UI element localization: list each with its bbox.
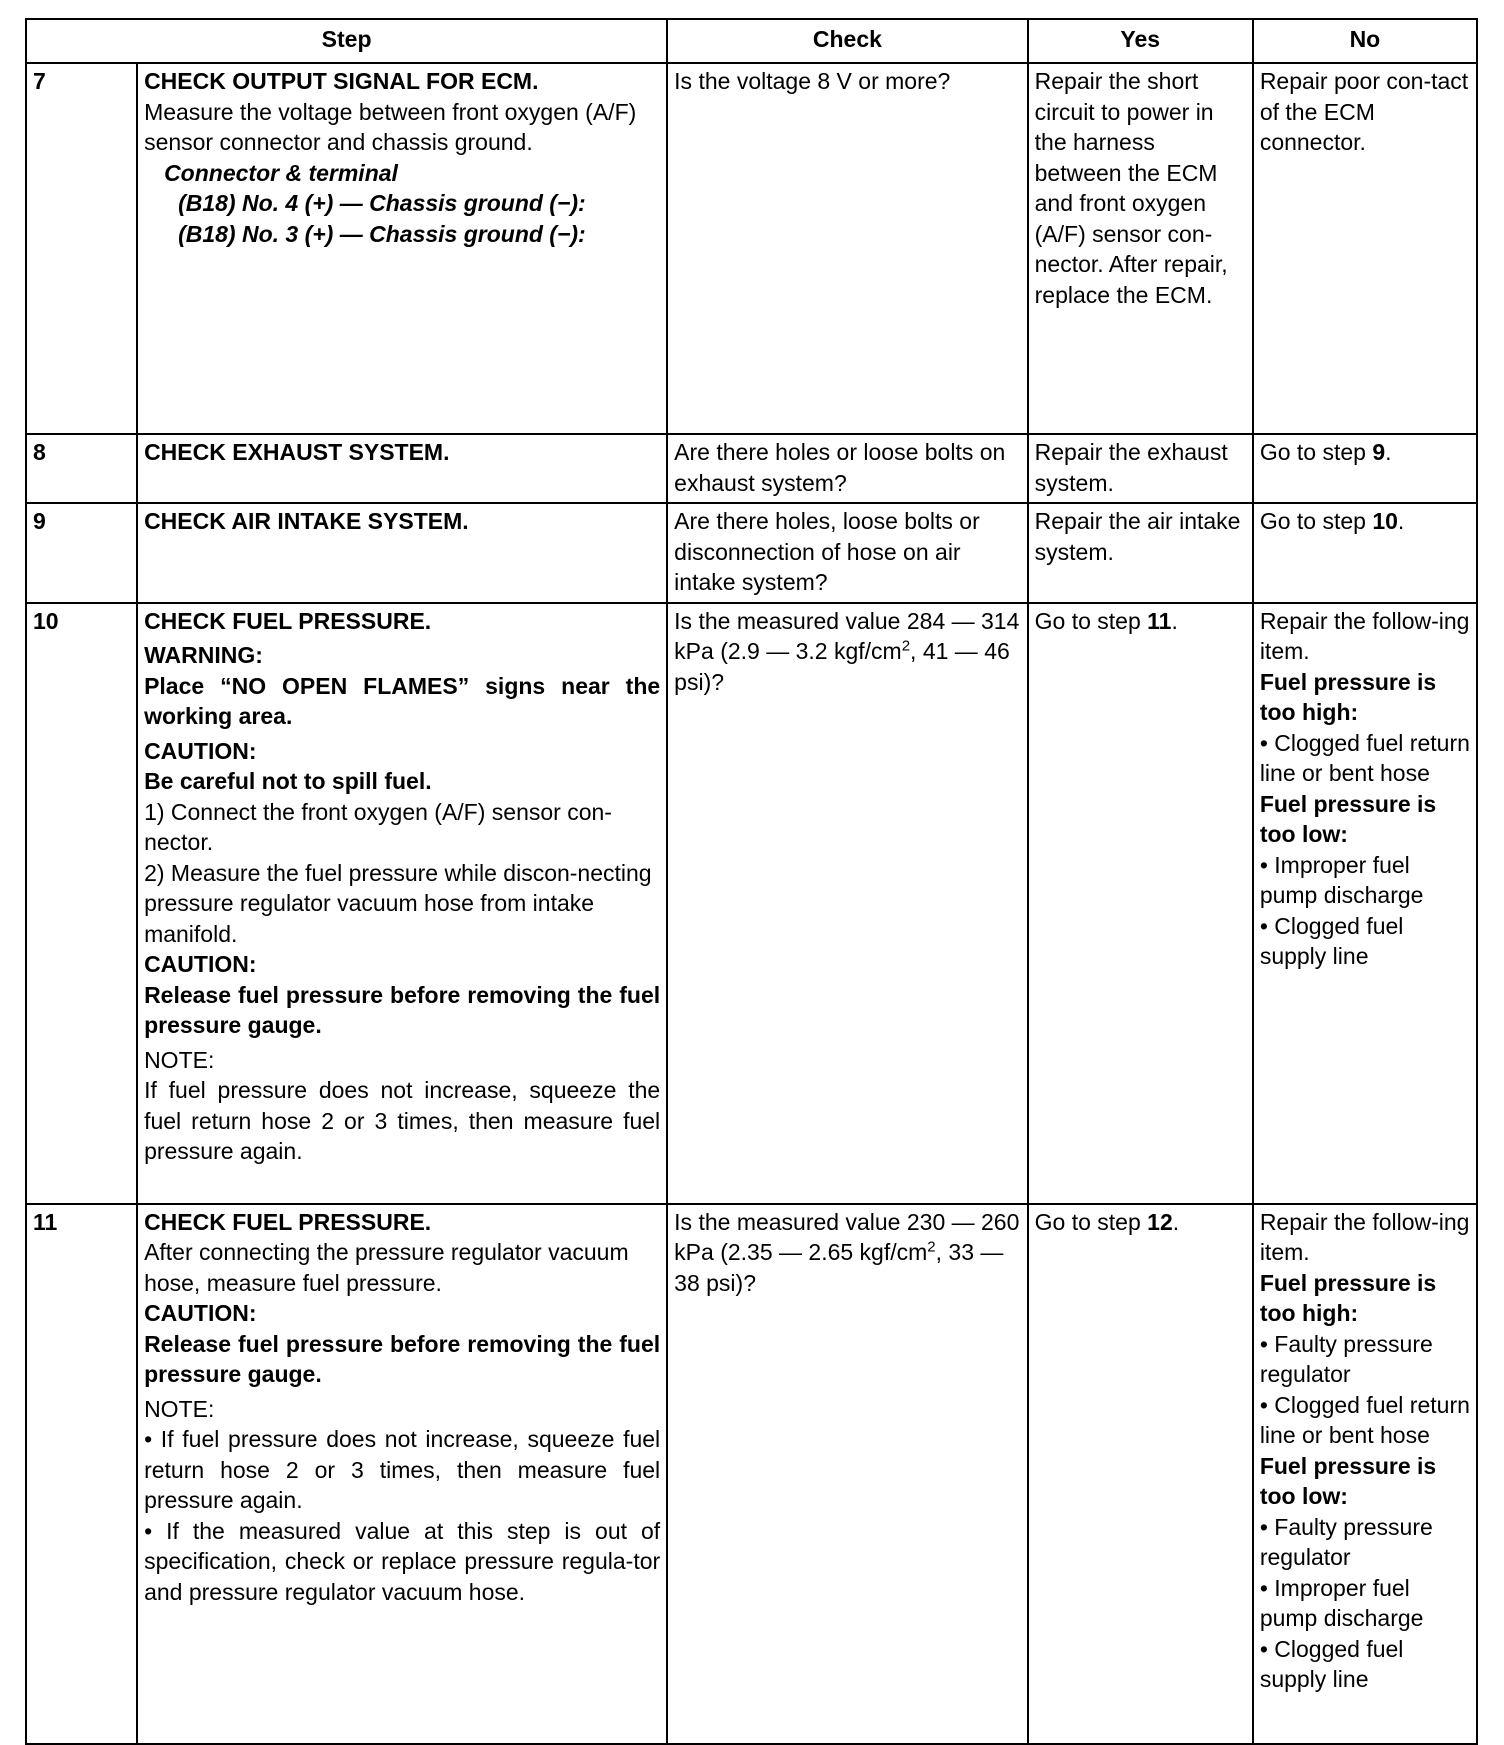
check-text: Is the measured value 284 — 314 kPa (2.9 — 3.2 kgf/cm: [674, 607, 1020, 664]
step-number: 11: [26, 1204, 137, 1744]
header-yes: Yes: [1028, 19, 1253, 63]
go-to-step-ref: 9: [1372, 439, 1386, 465]
note-label: NOTE:: [144, 1395, 215, 1422]
go-to-step-ref: 12: [1147, 1208, 1173, 1235]
step-cell: [137, 603, 667, 1204]
step-cell: [137, 434, 667, 503]
no-text: Go to step: [1259, 439, 1373, 465]
step-number: 9: [26, 503, 137, 603]
caution-text: Release fuel pressure before removing the fuel pressure gauge.: [144, 981, 661, 1038]
yes-text: Go to step: [1034, 1208, 1148, 1235]
list-item: • Clogged fuel supply line: [1260, 1634, 1470, 1695]
pressure-low-label: Fuel pressure is too low:: [1259, 790, 1437, 847]
no-text: Go to step: [1259, 508, 1373, 534]
no-cell: [1253, 603, 1477, 1204]
yes-cell: Repair the exhaust system.: [1028, 434, 1253, 503]
list-item: • Clogged fuel supply line: [1260, 911, 1470, 972]
check-text-end: , 33 — 38 psi)?: [674, 1239, 1004, 1296]
step-description: After connecting the pressure regulator vacuum hose, measure fuel pressure.: [144, 1239, 629, 1296]
yes-cell: Repair the short circuit to power in the harness between the ECM and front oxygen (A/F) sensor con-nector. After repair, replace the ECM.: [1028, 63, 1253, 434]
table-row: [26, 1204, 1477, 1744]
pressure-low-label: Fuel pressure is too low:: [1259, 1452, 1437, 1509]
check-cell: Are there holes or loose bolts on exhaust system?: [667, 434, 1027, 503]
note-label: NOTE:: [144, 1046, 215, 1073]
no-text-end: .: [1385, 439, 1392, 465]
list-item: • Improper fuel pump discharge: [1260, 850, 1470, 911]
superscript: 2: [901, 637, 911, 655]
step-title: CHECK FUEL PRESSURE.: [144, 1208, 432, 1235]
caution-label: CAUTION:: [144, 1300, 257, 1326]
caution-text: Be careful not to spill fuel.: [144, 768, 432, 794]
check-cell: [667, 603, 1027, 1204]
warning-text: Place “NO OPEN FLAMES” signs near the working area.: [144, 672, 661, 729]
table-row: [26, 503, 1477, 603]
pressure-high-label: Fuel pressure is too high:: [1259, 1269, 1437, 1326]
step-number: 8: [26, 434, 137, 503]
procedure-item: 1) Connect the front oxygen (A/F) sensor con-nector.: [144, 798, 612, 855]
check-text-end: , 41 — 46 psi)?: [674, 638, 1010, 695]
caution-label: CAUTION:: [144, 737, 257, 764]
yes-cell: Repair the air intake system.: [1028, 503, 1253, 603]
list-item: • Clogged fuel return line or bent hose: [1260, 728, 1470, 789]
no-cell: Repair poor con-tact of the ECM connector.: [1253, 63, 1477, 434]
list-item: • Improper fuel pump discharge: [1260, 1573, 1470, 1634]
header-row: [26, 19, 1477, 63]
step-cell: [137, 503, 667, 603]
check-cell: Is the voltage 8 V or more?: [667, 63, 1027, 434]
superscript: 2: [927, 1238, 936, 1256]
connector-label: Connector & terminal: [164, 159, 398, 186]
no-cell: [1253, 434, 1477, 503]
yes-text-end: .: [1171, 607, 1178, 634]
step-number: 10: [26, 603, 137, 1204]
step-title: CHECK EXHAUST SYSTEM.: [144, 439, 450, 465]
repair-intro: Repair the follow-ing item.: [1259, 1208, 1470, 1265]
table-row: [26, 603, 1477, 1204]
step-title: CHECK OUTPUT SIGNAL FOR ECM.: [144, 68, 539, 94]
list-item: • Faulty pressure regulator: [1260, 1329, 1470, 1390]
note-text: • If fuel pressure does not increase, squeeze fuel return hose 2 or 3 times, then measure fuel pressure again.: [144, 1426, 661, 1513]
yes-text: Go to step: [1034, 607, 1148, 634]
yes-text-end: .: [1172, 1208, 1180, 1235]
yes-cell: [1028, 1204, 1253, 1744]
pressure-high-label: Fuel pressure is too high:: [1259, 668, 1437, 725]
table-row: [26, 63, 1477, 434]
step-cell: [137, 1204, 667, 1744]
header-no: No: [1253, 19, 1477, 63]
repair-intro: Repair the follow-ing item.: [1259, 607, 1470, 664]
list-item: • Faulty pressure regulator: [1260, 1512, 1470, 1573]
terminal-spec: (B18) No. 3 (+) — Chassis ground (−):: [178, 220, 586, 247]
check-cell: Are there holes, loose bolts or disconnection of hose on air intake system?: [667, 503, 1027, 603]
step-title: CHECK FUEL PRESSURE.: [144, 607, 432, 634]
caution-label: CAUTION:: [144, 951, 257, 977]
check-text: Is the measured value 230 — 260 kPa (2.35 — 2.65 kgf/cm: [674, 1208, 1020, 1265]
header-step: Step: [26, 19, 667, 63]
list-item: • Clogged fuel return line or bent hose: [1260, 1390, 1470, 1451]
warning-label: WARNING:: [144, 642, 263, 668]
go-to-step-ref: 10: [1372, 508, 1398, 534]
note-text: If fuel pressure does not increase, squeeze the fuel return hose 2 or 3 times, then measure fuel pressure again.: [144, 1077, 661, 1164]
yes-cell: [1028, 603, 1253, 1204]
step-cell: [137, 63, 667, 434]
step-number: 7: [26, 63, 137, 434]
no-cell: [1253, 503, 1477, 603]
header-check: Check: [667, 19, 1027, 63]
check-cell: [667, 1204, 1027, 1744]
step-description: Measure the voltage between front oxygen (A/F) sensor connector and chassis ground.: [144, 98, 637, 155]
step-title: CHECK AIR INTAKE SYSTEM.: [144, 508, 469, 534]
no-text-end: .: [1397, 508, 1405, 534]
table-row: [26, 434, 1477, 503]
go-to-step-ref: 11: [1147, 607, 1172, 634]
caution-text: Release fuel pressure before removing the fuel pressure gauge.: [144, 1330, 661, 1387]
no-cell: [1253, 1204, 1477, 1744]
diagnostic-table: [25, 18, 1478, 1745]
procedure-item: 2) Measure the fuel pressure while discon-necting pressure regulator vacuum hose from intake manifold.: [144, 859, 652, 947]
terminal-spec: (B18) No. 4 (+) — Chassis ground (−):: [178, 190, 586, 216]
note-text: • If the measured value at this step is out of specification, check or replace pressure regula-tor and pressure regulator vacuum hose.: [144, 1517, 661, 1605]
